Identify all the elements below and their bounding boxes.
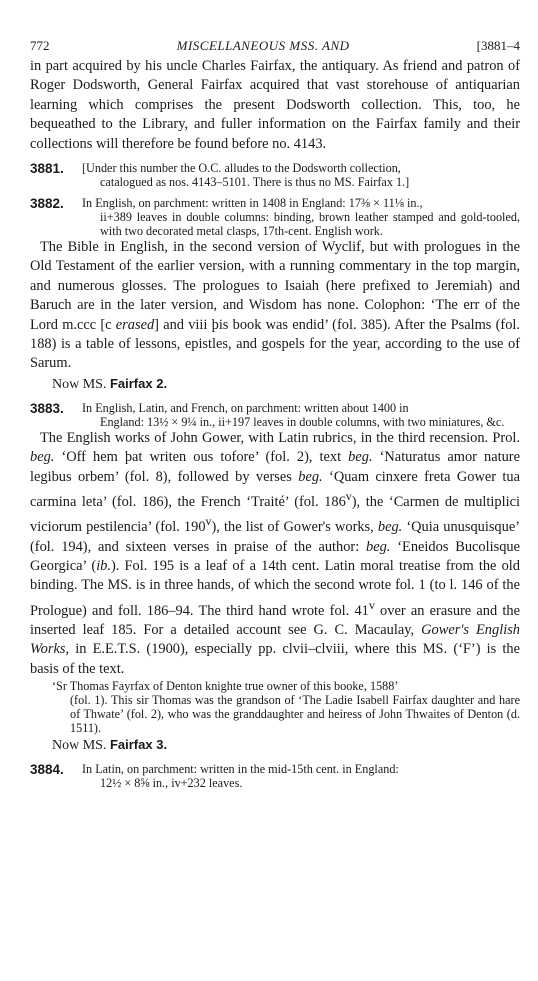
entry-3883-text bbox=[30, 429, 520, 679]
entry-3882-text bbox=[30, 238, 520, 374]
entry-3883 bbox=[30, 401, 520, 429]
description-first-line: In Latin, on parchment: written in the mid-15th cent. in England: bbox=[82, 762, 399, 777]
page-number: 772 bbox=[30, 38, 50, 53]
now-ms-prefix: Now MS. bbox=[52, 738, 110, 754]
now-ms-3882 bbox=[52, 374, 520, 394]
page bbox=[30, 38, 520, 790]
text-run: ] and viii þis book was endid’ (fol. 385). After the Psalms (fol. 188) is a table of lessons, epistles, and gospels for the year, according to the use of Sarum. bbox=[30, 316, 520, 372]
description-first-line: In English, on parchment: written in 1408 in England: 17⅜ × 11⅛ in., bbox=[82, 196, 423, 211]
ms-shelfmark: Fairfax 3. bbox=[109, 737, 168, 753]
entry-number: 3881. bbox=[30, 161, 64, 177]
entry-description bbox=[82, 196, 520, 238]
entry-number: 3883. bbox=[30, 400, 64, 416]
entry-number: 3884. bbox=[30, 762, 64, 778]
text-run: ), the list of Gower's works, bbox=[211, 519, 378, 536]
note-first-line: ‘Sr Thomas Fayrfax of Denton knighte true owner of this booke, 1588’ bbox=[52, 679, 399, 694]
book-title: Gower's English Works bbox=[30, 621, 520, 658]
text-run: ‘Naturatus amor nature legibus orbem’ (fol. 8), followed by verses bbox=[30, 449, 520, 485]
italic-word: ib. bbox=[96, 557, 111, 574]
text-run: ‘Quia unusquisque’ (fol. 194), and sixteen verses in praise of the author: bbox=[30, 519, 521, 555]
running-title: MISCELLANEOUS MSS. AND bbox=[176, 38, 350, 53]
now-ms-prefix: Now MS. bbox=[52, 376, 110, 392]
italic-word: beg. bbox=[30, 449, 55, 466]
text-run: ), the ‘Carmen de multiplici viciorum pestilencia’ (fol. 190 bbox=[30, 493, 520, 536]
entry-number: 3882. bbox=[30, 196, 64, 212]
text-run: ‘Quam cinxere freta Gower tua carmina leta’ (fol. 186), the French ‘Traité’ (fol. 186 bbox=[30, 468, 521, 510]
text-run: over an erasure and the inserted leaf 185. For a detailed account see G. C. Macaulay, bbox=[30, 602, 520, 638]
entry-description bbox=[82, 161, 409, 189]
entry-3882 bbox=[30, 196, 520, 238]
entry-description bbox=[82, 401, 504, 429]
entry-3884 bbox=[30, 762, 520, 790]
italic-word: erased bbox=[115, 316, 155, 333]
italic-word: beg. bbox=[366, 538, 391, 555]
description-first-line: [Under this number the O.C. alludes to the Dodsworth collection, bbox=[82, 161, 401, 176]
note-continuation: (fol. 1). This sir Thomas was the grandson of ‘The Ladie Isabell Fairfax daughter and hare of Thwate’ (fol. 2), who was the granddaughter and heiress of John Thwaites of Denton (d. 1511). bbox=[70, 693, 520, 736]
description-continuation: catalogued as nos. 4143–5101. There is thus no MS. Fairfax 1.] bbox=[100, 175, 410, 190]
now-ms-3883 bbox=[52, 735, 520, 755]
superscript: v bbox=[368, 597, 375, 612]
running-header bbox=[30, 38, 520, 54]
ms-shelfmark: Fairfax 2. bbox=[109, 375, 168, 391]
superscript: v bbox=[345, 489, 352, 504]
text-run: , in E.E.T.S. (1900), especially pp. clvii–clviii, where this MS. (‘F’) is the basis of the text. bbox=[30, 641, 520, 677]
text-run: ‘Eneidos Bucolisque Georgica’ ( bbox=[30, 538, 521, 574]
text-run: The English works of John Gower, with Latin rubrics, in the third recension. Prol. bbox=[40, 429, 520, 446]
italic-word: beg. bbox=[298, 468, 323, 485]
text-run: ). Fol. 195 is a leaf of a 14th cent. Latin moral treatise from the old binding. The MS. is in three hands, of which the second wrote fol. 1 (to l. 146 of the Prologue) and foll. 186–94. The third hand wrote fol. 41 bbox=[30, 557, 520, 619]
italic-word: beg. bbox=[377, 519, 403, 536]
description-continuation: 12½ × 8⅝ in., iv+232 leaves. bbox=[100, 776, 243, 791]
description-first-line: In English, Latin, and French, on parchment: written about 1400 in bbox=[82, 400, 409, 415]
ownership-note bbox=[52, 679, 520, 735]
entry-description bbox=[82, 762, 399, 790]
text-run: ‘Off hem þat writen ous tofore’ (fol. 2), text bbox=[54, 449, 349, 466]
entry-range: [3881–4 bbox=[476, 38, 520, 53]
description-continuation: England: 13½ × 9¼ in., ii+197 leaves in double columns, with two miniatures, &c. bbox=[100, 414, 505, 429]
italic-word: beg. bbox=[348, 449, 373, 466]
text-run: The Bible in English, in the second version of Wyclif, but with prologues in the Old Testament of the earlier version, with a running commentary in the top margin, and numerous glosses. The prologues to Isaiah (here prefixed to Jeremiah) and Baruch are in the later version, and Wisdom has none. Colophon: ‘The err of the Lord m.ccc [c bbox=[30, 239, 520, 333]
superscript: v bbox=[205, 514, 212, 529]
description-continuation: ii+389 leaves in double columns: binding, brown leather stamped and gold-tooled, with two decorated metal clasps, 17th-cent. English work. bbox=[100, 210, 520, 239]
intro-paragraph: in part acquired by his uncle Charles Fairfax, the antiquary. As friend and patron of Roger Dodsworth, General Fairfax acquired that vast storehouse of antiquarian learning which comprises the present Dodsworth collection. This, too, he bequeathed to the Library, and fuller information on the Fairfax family and their collections will therefore be found before no. 4143. bbox=[30, 58, 520, 152]
entry-3881 bbox=[30, 161, 520, 189]
